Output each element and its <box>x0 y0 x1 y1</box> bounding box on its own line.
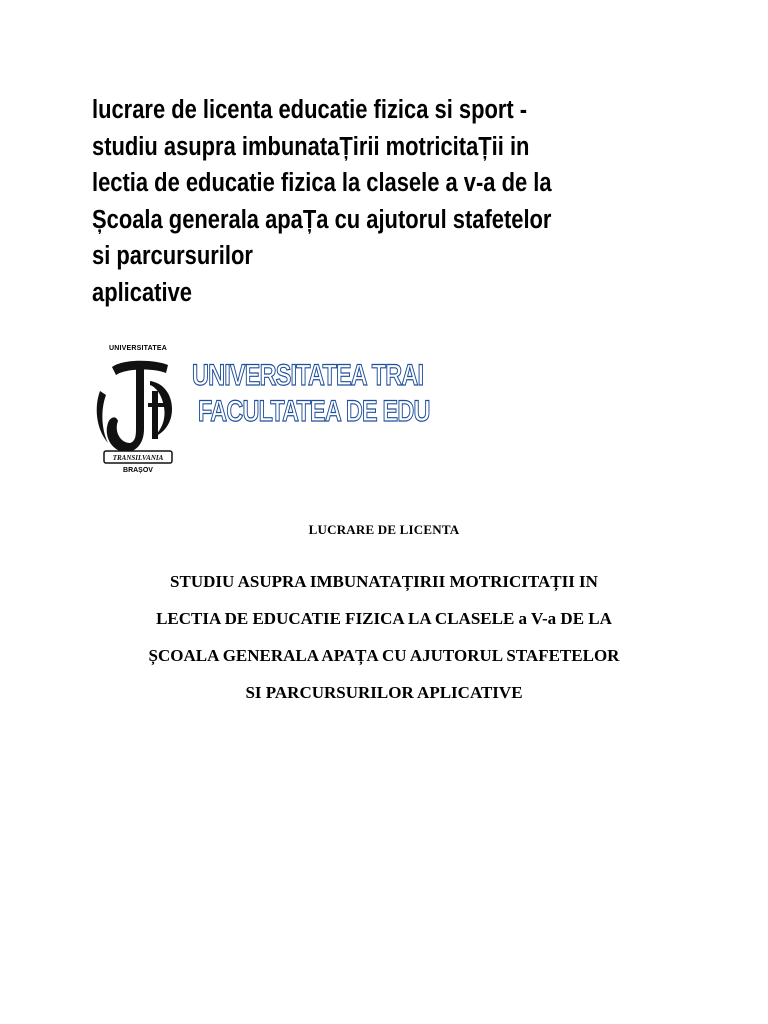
document-title-line: si parcursurilor <box>92 242 253 270</box>
university-name-text: UNIVERSITATEA TRAI <box>192 359 424 392</box>
crest-bottom-label: BRAȘOV <box>123 467 153 474</box>
document-title-line: lucrare de licenta educatie fizica si sport - <box>92 96 528 124</box>
university-banner <box>192 357 430 447</box>
thesis-title-line: LECTIA DE EDUCATIE FIZICA LA CLASELE a V-a DE LA <box>156 609 612 628</box>
section-label: LUCRARE DE LICENTA <box>308 522 460 537</box>
document-title-line: studiu asupra imbunataȚirii motricitaȚii in <box>92 132 530 161</box>
thesis-title-line: SI PARCURSURILOR APLICATIVE <box>245 683 523 702</box>
crest-emblem-icon <box>92 351 184 473</box>
document-title-line: aplicative <box>92 278 192 307</box>
faculty-name-text: FACULTATEA DE EDU <box>198 395 430 428</box>
thesis-title-line: STUDIU ASUPRA IMBUNATAȚIRII MOTRICITAȚII IN <box>170 572 598 591</box>
university-logo <box>92 343 430 478</box>
university-crest-icon <box>92 343 184 478</box>
document-title-line: lectia de educatie fizica la clasele a v-a de la <box>92 169 552 197</box>
document-title <box>92 92 608 311</box>
thesis-title <box>84 563 684 711</box>
crest-top-label: UNIVERSITATEA <box>109 345 167 352</box>
thesis-title-line: ȘCOALA GENERALA APAȚA CU AJUTORUL STAFETELOR <box>148 646 620 665</box>
crest-ribbon-text: TRANSILVANIA <box>112 454 164 462</box>
document-title-line: Școala generala apaȚa cu ajutorul stafetelor <box>92 205 552 234</box>
